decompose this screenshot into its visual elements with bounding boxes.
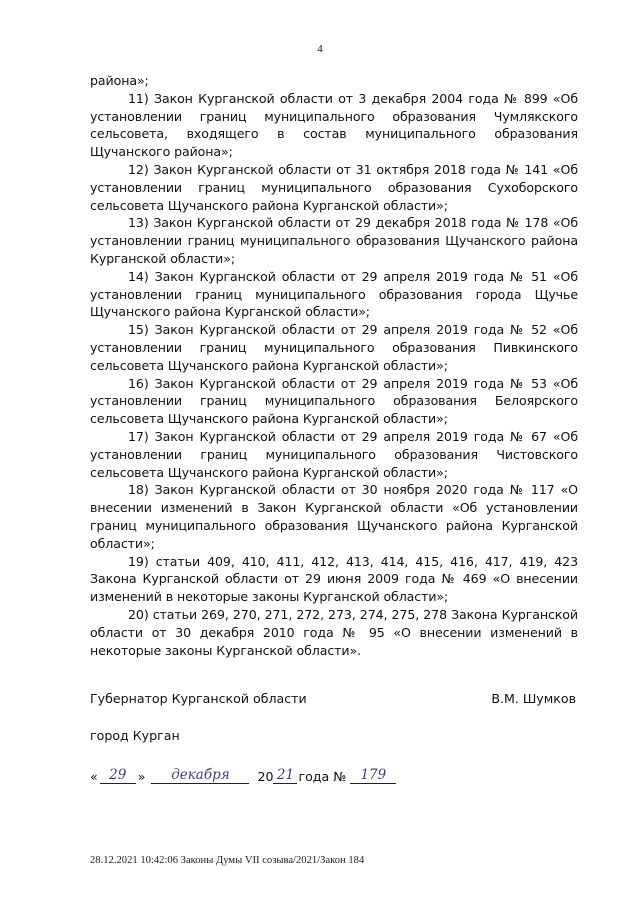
handwritten-year-suffix: 21 xyxy=(273,767,297,784)
paragraph-item-19: 19) статьи 409, 410, 411, 412, 413, 414, 415, 416, 417, 419, 423 Закона Курганской области от 29 июня 2009 года № 469 «О внесении изменений в некоторые законы Курганской области»; xyxy=(90,553,578,605)
paragraph-item-12: 12) Закон Курганской области от 31 октября 2018 года № 141 «Об установлении границ муниципального образования Сухоборского сельсовета Щучанского района Курганской области»; xyxy=(90,161,578,213)
date-close-quote: » xyxy=(137,769,146,784)
document-body xyxy=(90,72,578,659)
document-footer: 28.12.2021 10:42:06 Законы Думы VII созыва/2021/Закон 184 xyxy=(90,855,365,866)
paragraph-item-20: 20) статьи 269, 270, 271, 272, 273, 274, 275, 278 Закона Курганской области от 30 декабря 2010 года № 95 «О внесении изменений в некоторые законы Курганской области». xyxy=(90,606,578,658)
paragraph-item-13: 13) Закон Курганской области от 29 декабря 2018 года № 178 «Об установлении границ муниципального образования Щучанского района Курганской области»; xyxy=(90,215,578,266)
page-number: 4 xyxy=(317,43,323,55)
year-word-and-number-sign: года № xyxy=(298,769,347,784)
paragraph-item-11: 11) Закон Курганской области от 3 декабря 2004 года № 899 «Об установлении границ муниципального образования Чумлякского сельсовета, входящего в состав муниципального образования Щучанского района»; xyxy=(90,90,578,160)
paragraph-item-14: 14) Закон Курганской области от 29 апреля 2019 года № 51 «Об установлении границ муниципального образования города Щучье Щучанского района Курганской области»; xyxy=(90,268,578,320)
paragraph-item-18: 18) Закон Курганской области от 30 ноября 2020 года № 117 «О внесении изменений в Закон Курганской области «Об установлении границ муниципального образования Щучанского района Курганской области»; xyxy=(90,482,578,551)
handwritten-law-number: 179 xyxy=(350,767,396,784)
date-open-quote: « xyxy=(90,769,98,784)
city-line: город Курган xyxy=(90,728,180,743)
paragraph-item-15: 15) Закон Курганской области от 29 апреля 2019 года № 52 «Об установлении границ муниципального образования Пивкинского сельсовета Щучанского района Курганской области»; xyxy=(90,322,578,373)
handwritten-month: декабря xyxy=(151,767,249,784)
date-and-number-line xyxy=(90,762,396,784)
signatory-name: В.М. Шумков xyxy=(491,691,576,706)
signature-block xyxy=(90,691,576,706)
paragraph-item-17: 17) Закон Курганской области от 29 апреля 2019 года № 67 «Об установлении границ муниципального образования Чистовского сельсовета Щучанского района Курганской области»; xyxy=(90,428,578,480)
signatory-position: Губернатор Курганской области xyxy=(90,691,307,706)
handwritten-day: 29 xyxy=(100,767,136,784)
paragraph-item-16: 16) Закон Курганской области от 29 апреля 2019 года № 53 «Об установлении границ муниципального образования Белоярского сельсовета Щучанского района Курганской области»; xyxy=(90,375,578,427)
year-prefix: 20 xyxy=(257,769,274,784)
paragraph-continuation: района»; xyxy=(90,73,149,88)
